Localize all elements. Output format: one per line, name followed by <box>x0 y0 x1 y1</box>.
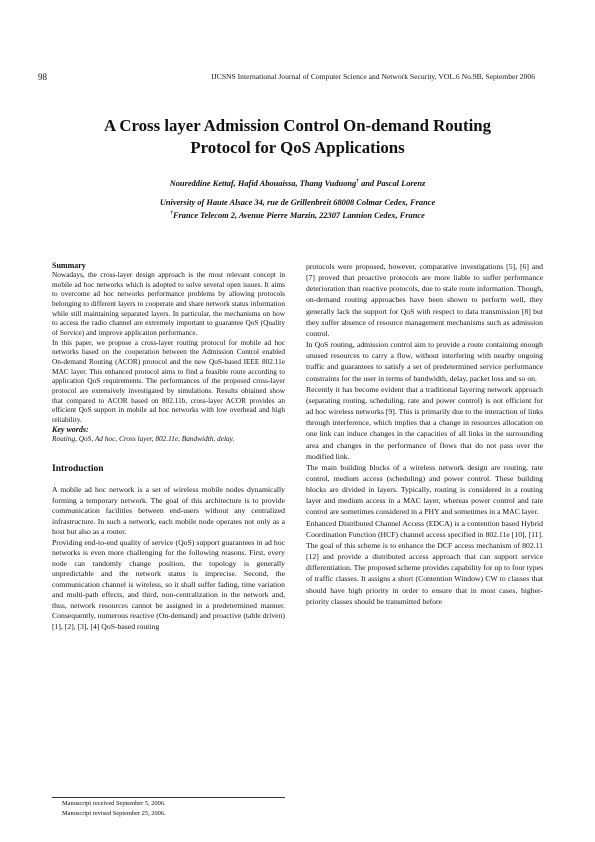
journal-header: IJCSNS International Journal of Computer Science and Network Security, VOL.6 No.9B, September 2006 <box>211 72 535 81</box>
authors-tail: and Pascal Lorenz <box>358 178 426 188</box>
summary-heading: Summary <box>52 261 86 270</box>
affiliation-2-text: France Telecom 2, Avenue Pierre Marzin, 22307 Lannion Cedex, France <box>172 210 425 220</box>
body-paragraph: protocols were proposed, however, comparative investigations [5], [6] and [7] proved that proactive protocols are more liable to suffer performance deterioration than reactive protocols, due to stale route information. Though, on-demand routing approaches have been shown to perform well, they generally lack the support for QoS with respect to data transmission [8] but they suffer absence of resource management mechanisms such as admission control. <box>306 262 543 338</box>
footnote-revised: Manuscript revised September 25, 2006. <box>62 810 166 817</box>
paper-title <box>40 115 555 159</box>
title-line-1: A Cross layer Admission Control On-demand Routing <box>104 116 491 135</box>
summary-paragraph: Nowadays, the cross-layer design approach is the most relevant concept in mobile ad hoc networks which is adopted to solve several open issues. It aims to overcome ad hoc networks performance problems by allowing protocols belonging to different layers to cooperate and share network status information while still maintaining separated layers. In particular, the mechanisms on how to access the radio channel are extremely important to guarantee QoS (Quality of Service) and improve application performance. <box>52 270 285 337</box>
footnote-received: Manuscript received September 5, 2006. <box>62 800 166 807</box>
summary-paragraph: In this paper, we propose a cross-layer routing protocol for mobile ad hoc networks based on the cooperation between the Admission Control enabled On-demand Routing (ACOR) protocol and the new QoS-based IEEE 802.11e MAC layer. This enhanced protocol aims to find a feasible route according to application QoS requirements. The performances of the proposed cross-layer protocol are extensively investigated by simulations. Results obtained show that compared to ACOR based on 802.11b, cross-layer ACOR provides an efficient QoS support in mobile ad hoc networks with low overhead and high reliability. <box>52 337 285 424</box>
intro-paragraph: Providing end-to-end quality of service (QoS) support guarantees in ad hoc networks is even more challenging for the following reasons. First, every node can randomly change position, the topology is generally unpredictable and the network status is imprecise. Second, the communication channel is wireless, so it shall suffer fading, time variation and multi-path effects, and third, non-centralization in the network and, thus, network resources cannot be assigned in a predetermined manner. Consequently, numerous reactive (On-demand) and proactive (table driven) [1], [2], [3], [4] QoS-based routing <box>52 537 285 631</box>
affiliation-1: University of Haute Alsace 34, rue de Grillenbreit 68008 Colmar Cedex, France <box>159 198 436 207</box>
affiliation-2 <box>40 210 555 220</box>
title-line-2: Protocol for QoS Applications <box>190 138 405 157</box>
footnote-divider <box>52 797 285 798</box>
keywords-text: Routing, QoS, Ad hoc, Cross layer, 802.11e, Bandwidth, delay. <box>52 433 235 443</box>
author-sup: † <box>356 178 359 184</box>
body-paragraph: Enhanced Distributed Channel Access (EDCA) is a contention based Hybrid Coordination Function (HCF) channel access specified in 802.11e [10], [11]. The goal of this scheme is to enhance the DCF access mechanism of 802.11 [12] and provide a distributed access approach that can support service differentiation. The proposed scheme provides capability for up to four types of traffic classes. It assigns a short (Contention Window) CW to classes that should have high priority in order to ensure that in most cases, higher-priority classes should be transmitted before <box>306 518 543 606</box>
affiliation-sup: † <box>170 210 173 216</box>
author-list <box>40 178 555 188</box>
left-column <box>52 261 285 632</box>
intro-paragraph: A mobile ad hoc network is a set of wireless mobile nodes dynamically forming a temporary network. The goal of this architecture is to provide communication facilities between end-users without any centralized infrastructure. In such a network, each mobile node operates not only as a host but also as a router. <box>52 485 285 537</box>
body-paragraph: The main building blocks of a wireless network design are routing, rate control, medium access (scheduling) and power control. These building blocks are divided in layers. Typically, routing is considered in a routing layer and medium access in a MAC layer, whereas power control and rate control are sometimes considered in a PHY and sometimes in a MAC layer. <box>306 462 543 517</box>
right-column <box>306 261 543 607</box>
body-paragraph: In QoS routing, admission control aim to provide a route containing enough unused resources to carry a flow, without interfering with nearby ongoing traffic and guarantees to satisfy a set of predetermined service performance constraints for the user in terms of bandwidth, delay, packet loss and so on. <box>306 340 543 383</box>
authors-main: Noureddine Kettaf, Hafid Abouaissa, Thang Vuduong <box>169 178 357 188</box>
keywords-heading: Key words: <box>52 424 89 434</box>
body-paragraph: Recently it has become evident that a traditional layering network approach (separating routing, scheduling, rate and power control) is not efficient for ad hoc wireless networks [9]. This is primarily due to the interaction of links through interference, which implies that a change in resources allocation on one link can induce changes in the capacities of all links in the surrounding area and changes in the performance of flows that do not pass over the modified link. <box>306 384 543 461</box>
page-number: 98 <box>38 72 47 82</box>
introduction-heading: Introduction <box>52 464 104 475</box>
